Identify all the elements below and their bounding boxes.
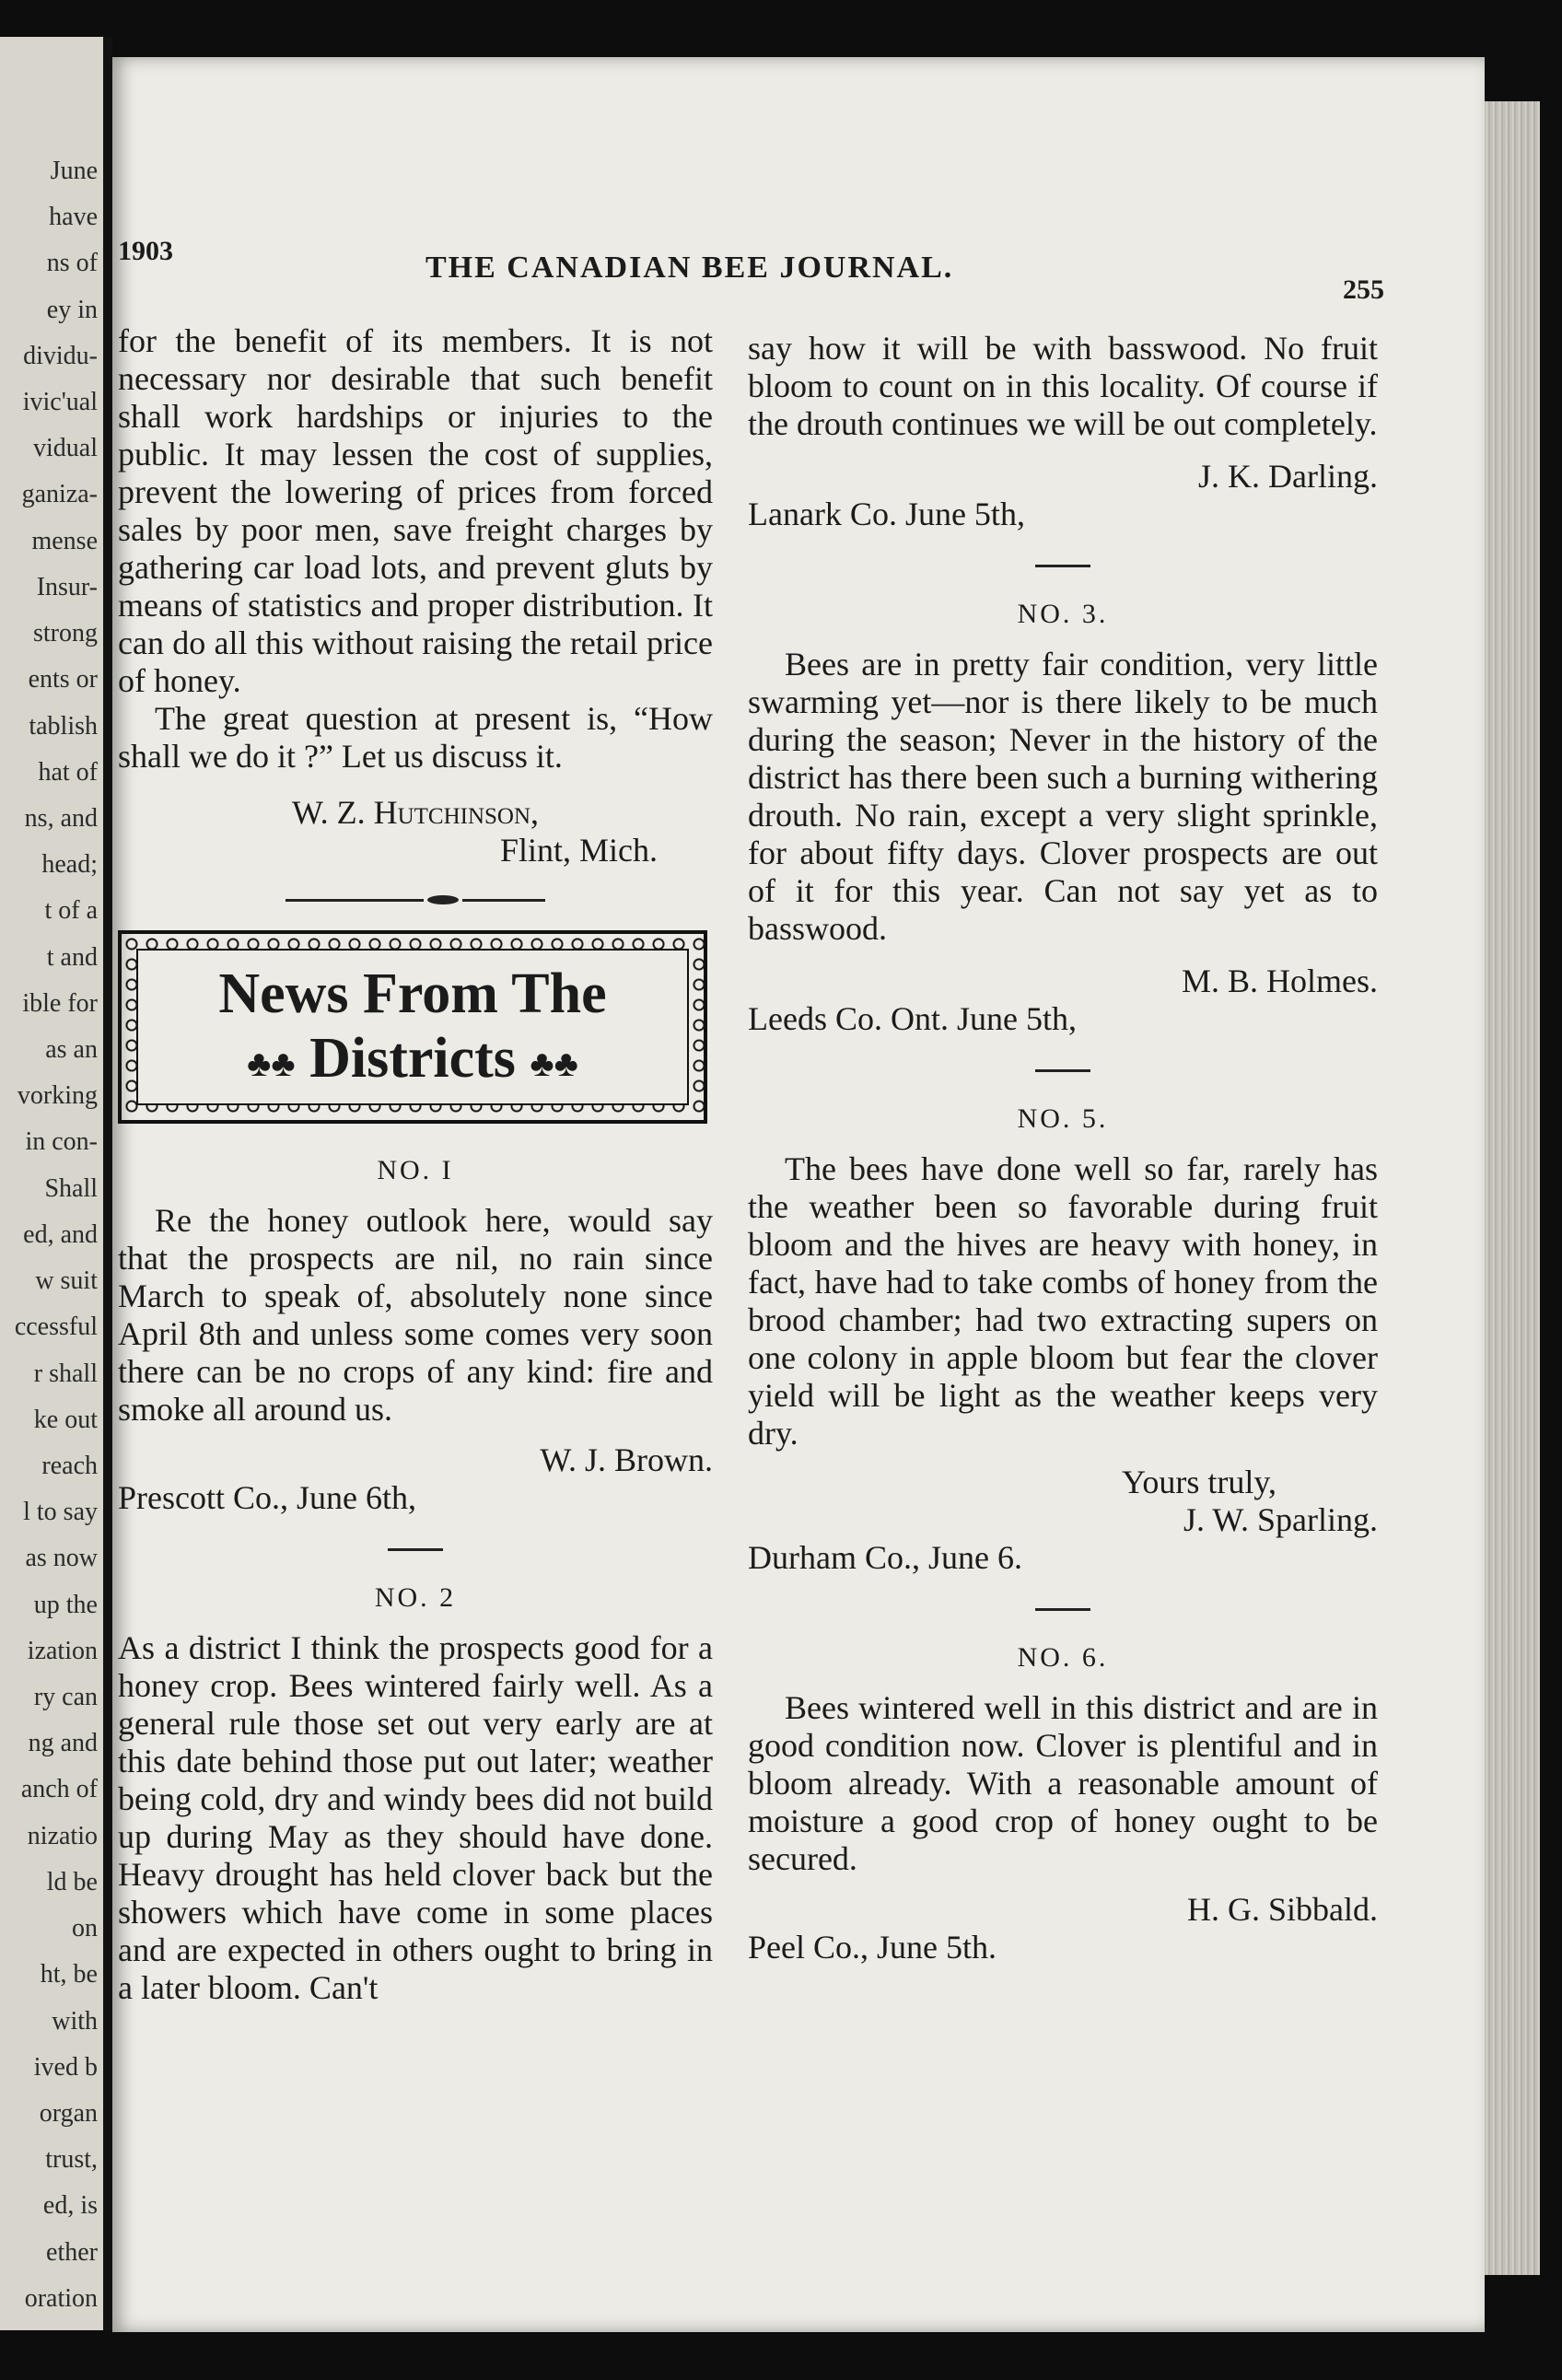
continued-report: say how it will be with basswood. No fruit bloom to count on in this locality. Of course if the drouth continues we will be out completely. [748, 330, 1378, 442]
district-6-signature: H. G. Sibbald. [1187, 1891, 1378, 1928]
district-heading-1: NO. I [377, 1155, 454, 1185]
district-5-place: Durham Co., June 6. [748, 1539, 1022, 1576]
facing-page-fragment: reach [41, 1451, 98, 1480]
district-5-signature: J. W. Sparling. [1183, 1501, 1378, 1538]
question-paragraph: The great question at present is, “How shall we do it ?” Let us discuss it. [118, 700, 713, 775]
facing-page-fragment: organ [39, 2098, 98, 2128]
facing-page-fragment: ns, and [24, 803, 98, 833]
section-rule [1035, 1069, 1090, 1072]
left-column [118, 322, 713, 2007]
facing-page-fragment: ization [27, 1636, 98, 1665]
journal-page [112, 57, 1485, 2332]
facing-page-fragment: ey in [46, 295, 98, 324]
header-year: 1903 [118, 236, 173, 266]
facing-page-fragment: ived b [33, 2052, 98, 2082]
darling-place: Lanark Co. June 5th, [748, 496, 1025, 532]
facing-page-fragment: ed, and [23, 1219, 98, 1249]
news-section-banner [118, 930, 707, 1124]
facing-page-fragment: trust, [45, 2145, 98, 2175]
district-3-signature: M. B. Holmes. [1181, 962, 1378, 999]
facing-page-edge [0, 37, 112, 2330]
district-2-report: As a district I think the prospects good for a honey crop. Bees wintered fairly well. As a general rule those set out very early are at this date behind those put out later; weather being cold, dry and windy bees did not build up during May as they should have done. Heavy drought has held clover back but the showers which have come in some places and are expected in others ought to bring in a later bloom. Can't [118, 1629, 713, 2006]
facing-page-fragment: ns of [46, 249, 98, 278]
facing-page-fragment: strong [33, 619, 98, 648]
facing-page-fragment: ivic'ual [22, 388, 98, 417]
facing-page-fragment: ed, is [42, 2191, 98, 2221]
facing-page-fragment: vidual [33, 434, 98, 463]
facing-page-fragment: t of a [44, 896, 98, 926]
facing-page-fragment: hat of [38, 757, 98, 787]
facing-page-fragment: vorking [17, 1081, 98, 1111]
facing-page-fragment: oration [24, 2283, 98, 2313]
right-column [748, 330, 1378, 1966]
facing-page-fragment: ether [46, 2237, 98, 2267]
news-title-line1: News From The [218, 962, 607, 1025]
page-number: 255 [1343, 274, 1384, 305]
facing-page-fragment: June [50, 157, 98, 185]
district-1-place: Prescott Co., June 6th, [118, 1479, 416, 1516]
section-rule [1035, 565, 1090, 567]
facing-page-fragment: ke out [33, 1405, 98, 1434]
facing-page-fragment: as now [25, 1544, 98, 1573]
facing-page-fragment: dividu- [23, 341, 98, 370]
facing-page-fragment: w suit [35, 1266, 98, 1296]
facing-page-fragment: anch of [20, 1775, 98, 1804]
district-heading-3: NO. 3. [1017, 599, 1109, 629]
district-1-signature: W. J. Brown. [540, 1441, 713, 1478]
facing-page-fragment: have [49, 203, 98, 232]
facing-page-fragment: in con- [25, 1127, 98, 1157]
facing-page-fragment: with [52, 2006, 98, 2036]
district-5-report: The bees have done well so far, rarely has the weather been so favorable during fruit bloom and the hives are heavy with honey, in fact, have had to take combs of honey from the brood chamber; had two extracting supers on one colony in apple bloom but fear the clover yield will be light as the weather keeps very dry. [748, 1150, 1378, 1452]
intro-paragraph: for the benefit of its members. It is not necessary nor desirable that such benefit shall work hardships or injuries to the public. It may lessen the cost of supplies, prevent the lowering of prices from forced sales by poor men, save freight charges by gathering car load lots, and prevent gluts by means of statistics and proper distribution. It can do all this without raising the retail price of honey. [118, 322, 713, 699]
facing-page-fragment: ganiza- [21, 480, 98, 509]
facing-page-fragment: on [72, 1914, 98, 1943]
facing-page-fragment: ld be [46, 1867, 98, 1896]
darling-signature: J. K. Darling. [1198, 458, 1378, 495]
facing-page-fragment: ht, be [40, 1960, 98, 1989]
news-title-line2: Districts [309, 1027, 516, 1090]
district-6-report: Bees wintered well in this district and are in good condition now. Clover is plentiful and in bloom already. With a reasonable amount of moisture a good crop of honey ought to be secured. [748, 1689, 1378, 1877]
running-header [112, 232, 1485, 305]
facing-page-fragment: ry can [33, 1683, 98, 1712]
clover-ornament-icon: ♣♣ [247, 1042, 296, 1084]
facing-page-fragment: ents or [28, 665, 98, 694]
facing-page-fragment: up the [33, 1590, 98, 1619]
facing-page-fragment: ng and [28, 1729, 98, 1758]
district-6-place: Peel Co., June 5th. [748, 1929, 997, 1966]
hutchinson-place: Flint, Mich. [499, 832, 658, 869]
clover-ornament-icon: ♣♣ [530, 1042, 578, 1084]
facing-page-fragment: l to say [23, 1498, 98, 1527]
journal-title: THE CANADIAN BEE JOURNAL. [425, 251, 954, 285]
district-1-report: Re the honey outlook here, would say that the prospects are nil, no rain since March to speak of, absolutely none since April 8th and unless some comes very soon there can be no crops of any kind: fire and smoke all around us. [118, 1202, 713, 1428]
facing-page-fragment: mense [31, 526, 98, 555]
facing-page-fragment: Insur- [36, 572, 98, 601]
district-heading-2: NO. 2 [374, 1582, 457, 1613]
section-rule [1035, 1608, 1090, 1611]
facing-page-fragment: ccessful [14, 1312, 98, 1342]
facing-page-fragment: as an [45, 1035, 98, 1065]
ornament-divider [118, 895, 713, 904]
section-rule [388, 1548, 443, 1551]
facing-page-fragment: t and [46, 942, 98, 972]
facing-page-fragment: head; [41, 850, 98, 880]
facing-page-fragment: Shall [44, 1173, 98, 1203]
facing-page-fragment: ible for [22, 988, 98, 1018]
hutchinson-signature: W. Z. Hutchinson, [291, 794, 540, 831]
district-3-place: Leeds Co. Ont. June 5th, [748, 1000, 1077, 1037]
facing-page-fragment: r shall [33, 1359, 98, 1388]
district-heading-6: NO. 6. [1017, 1642, 1109, 1673]
district-3-report: Bees are in pretty fair condition, very little swarming yet—nor is there likely to be much during the season; Never in the history of the district has there been such a burning withering drouth. No rain, except a very slight sprinkle, for about fifty days. Clover prospects are out of it for this year. Can not say yet as to basswood. [748, 646, 1378, 947]
facing-page-fragment: tablish [29, 711, 98, 741]
facing-page-fragment: nizatio [27, 1821, 98, 1850]
district-5-closing: Yours truly, [1121, 1464, 1276, 1500]
district-heading-5: NO. 5. [1017, 1103, 1109, 1134]
page-stack-edge [1485, 101, 1540, 2275]
